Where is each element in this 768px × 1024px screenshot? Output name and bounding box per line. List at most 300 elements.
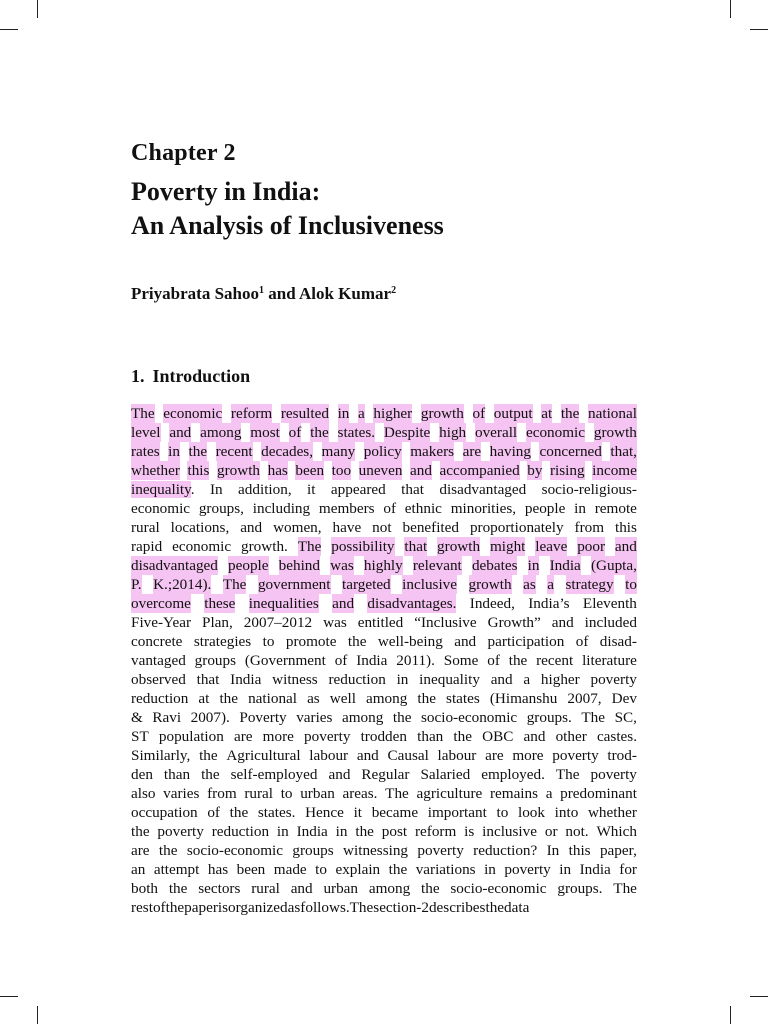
word: has [207, 861, 229, 878]
word: reform [414, 823, 457, 840]
word: both [131, 880, 159, 897]
word: urban [323, 880, 359, 897]
highlighted-word: among [200, 424, 242, 441]
word: witness [272, 671, 318, 688]
highlighted-word: concerned [539, 443, 602, 460]
body-line [131, 480, 637, 499]
word: higher [540, 671, 580, 688]
word: labour [437, 747, 477, 764]
word: strategies [193, 633, 252, 650]
section-number: 1. [131, 366, 145, 386]
word: 2007, [567, 690, 602, 707]
chapter-title [131, 175, 444, 243]
word: of [152, 899, 166, 916]
body-line [131, 689, 637, 708]
author-line [131, 284, 396, 304]
word: explain [335, 861, 381, 878]
word: Some [443, 652, 479, 669]
word: that [196, 671, 220, 688]
highlighted-word: strategy [565, 576, 614, 593]
highlighted-word: to [625, 576, 637, 593]
word: well-being [377, 633, 443, 650]
word: entitled [357, 614, 404, 631]
chapter-title-line: An Analysis of Inclusiveness [131, 211, 444, 240]
word: rural [244, 785, 273, 802]
highlighted-word: growth [593, 424, 637, 441]
highlighted-word: accompanied [439, 462, 520, 479]
body-line [131, 708, 637, 727]
word: data [504, 899, 530, 916]
highlighted-word: behind [278, 557, 320, 574]
body-line [131, 746, 637, 765]
word: are [485, 747, 504, 764]
word: are [233, 728, 253, 745]
word: paper [184, 899, 218, 916]
word: Which [596, 823, 637, 840]
word: Causal [387, 747, 429, 764]
highlighted-word: India [549, 557, 581, 574]
body-line [131, 822, 637, 841]
highlighted-word: level [131, 424, 161, 441]
highlighted-word: leave [535, 538, 568, 555]
word: the [201, 766, 220, 783]
highlighted-word: and [169, 424, 192, 441]
highlighted-word: a [547, 576, 554, 593]
word: Indeed, [469, 595, 515, 612]
highlighted-word: K.;2014). [153, 576, 212, 593]
word: groups, [198, 500, 244, 517]
word: poverty [590, 766, 637, 783]
highlighted-word: of [472, 405, 486, 422]
highlighted-word: might [489, 538, 526, 555]
word: variations [415, 861, 476, 878]
word: & [131, 709, 143, 726]
word: The [385, 785, 409, 802]
highlighted-word: whether [131, 462, 180, 479]
word: concrete [131, 633, 183, 650]
crop-mark-top-left [0, 29, 18, 30]
highlighted-word: been [295, 462, 325, 479]
word: and [490, 671, 513, 688]
highlighted-word: The [222, 576, 247, 593]
word: varies [296, 709, 333, 726]
word: well [329, 690, 356, 707]
section-heading [131, 366, 250, 387]
word: groups [194, 652, 237, 669]
word: the [417, 690, 436, 707]
word: The [349, 899, 374, 916]
word: organized [228, 899, 288, 916]
word: Poverty [239, 709, 287, 726]
word: (Himanshu [489, 690, 558, 707]
word: In [546, 842, 560, 859]
word: Salaried [420, 766, 471, 783]
word: ST [131, 728, 149, 745]
word: reduction [328, 671, 386, 688]
crop-mark-top-right [730, 0, 731, 18]
word: Hence [305, 804, 344, 821]
word: describes [428, 899, 486, 916]
word: of [334, 652, 348, 669]
word: to [315, 861, 327, 878]
word: the [392, 709, 412, 726]
body-line [131, 784, 637, 803]
word: inclusive [482, 823, 537, 840]
highlighted-word: the [560, 405, 580, 422]
highlighted-word: relevant [412, 557, 462, 574]
word: remote [594, 500, 637, 517]
word: groups. [557, 880, 603, 897]
word: 2011). [396, 652, 435, 669]
word: this [568, 842, 591, 859]
word: of [207, 804, 220, 821]
highlighted-word: overall [474, 424, 518, 441]
word: predominant [560, 785, 637, 802]
word: poverty [590, 671, 637, 688]
word: poverty [552, 747, 599, 764]
body-line [131, 651, 637, 670]
word: in [559, 861, 572, 878]
word: Regular [361, 766, 410, 783]
word: the [229, 804, 249, 821]
word: areas. [342, 785, 378, 802]
highlighted-word: as [523, 576, 536, 593]
crop-mark-bottom-left [0, 996, 18, 997]
word: the [219, 690, 239, 707]
word: remains [489, 785, 539, 802]
body-line [131, 727, 637, 746]
word: den [131, 766, 153, 783]
word: for [619, 861, 637, 878]
word: and [551, 614, 574, 631]
word: states. [257, 804, 296, 821]
word: to [262, 633, 275, 650]
word: in [276, 823, 289, 840]
word: in [484, 861, 496, 878]
word: rest [131, 899, 153, 916]
word: from [207, 785, 237, 802]
word: of [575, 633, 589, 650]
highlighted-word: high [439, 424, 467, 441]
word: India [579, 861, 611, 878]
word: The [581, 709, 606, 726]
word: Five-Year [131, 614, 192, 631]
word: reduction [131, 690, 189, 707]
word: including [252, 500, 311, 517]
highlighted-word: overcome [131, 595, 191, 612]
highlighted-word: a [358, 405, 365, 422]
word: India [296, 823, 328, 840]
word: witnessing [343, 842, 409, 859]
highlighted-word: highly [363, 557, 403, 574]
highlighted-word: rising [549, 462, 585, 479]
word: more [262, 728, 294, 745]
highlighted-word: inequality [131, 481, 191, 498]
word: into [554, 804, 579, 821]
highlighted-word: inequalities [248, 595, 319, 612]
word: Eleventh [582, 595, 637, 612]
word: than [417, 728, 444, 745]
word: Agricultural [226, 747, 301, 764]
word: from [574, 519, 605, 536]
highlighted-word: in [527, 557, 540, 574]
word: sectors [198, 880, 241, 897]
word: in [574, 500, 586, 517]
word: groups. [526, 709, 572, 726]
word: . [190, 481, 195, 498]
word: in [396, 671, 409, 688]
word: of [383, 500, 397, 517]
body-line [131, 518, 637, 537]
word: the [388, 861, 408, 878]
crop-mark-bottom-left [37, 1006, 38, 1024]
word: 2007). [190, 709, 230, 726]
body-line [131, 860, 637, 879]
word: the [453, 728, 472, 745]
word: 2007–2012 [243, 614, 313, 631]
highlighted-word: has [267, 462, 288, 479]
word: reduction [211, 823, 270, 840]
word: Plan, [202, 614, 233, 631]
word: rural [251, 880, 280, 897]
highlighted-word: uneven [358, 462, 403, 479]
highlighted-word: having [489, 443, 531, 460]
highlighted-word: growth [420, 405, 464, 422]
highlighted-word: debates [471, 557, 518, 574]
word: paper, [599, 842, 637, 859]
word: it [307, 481, 316, 498]
section-title: Introduction [152, 366, 251, 386]
word: the [485, 899, 505, 916]
word: Ravi [152, 709, 182, 726]
highlighted-word: The [297, 538, 322, 555]
word: castes. [596, 728, 637, 745]
word: national [248, 690, 297, 707]
word: became [371, 804, 419, 821]
word: been [236, 861, 266, 878]
word: employed. [481, 766, 545, 783]
author-conjunction: and [263, 284, 299, 303]
word: recent [536, 652, 574, 669]
highlighted-word: growth [217, 462, 261, 479]
body-line [131, 404, 637, 423]
word: members [318, 500, 375, 517]
word: the [355, 823, 374, 840]
word: population [158, 728, 224, 745]
word: The [555, 766, 580, 783]
word: it [353, 804, 363, 821]
word: and [328, 766, 351, 783]
word: literature [582, 652, 637, 669]
body-line [131, 879, 637, 898]
highlighted-word: output [493, 405, 533, 422]
author-name: Priyabrata Sahoo [131, 284, 259, 303]
body-paragraph [131, 404, 637, 917]
word: and [290, 880, 313, 897]
word: urban [300, 785, 335, 802]
highlighted-word: and [614, 538, 637, 555]
highlighted-word: in [337, 405, 350, 422]
word: among [366, 690, 408, 707]
highlighted-word: decades, [261, 443, 314, 460]
highlighted-word: economic [525, 424, 586, 441]
word: “Inclusive [414, 614, 477, 631]
word: people [524, 500, 566, 517]
highlighted-word: government [257, 576, 331, 593]
word: of [487, 652, 500, 669]
crop-mark-top-right [750, 29, 768, 30]
word: OBC [482, 728, 514, 745]
word: In [209, 481, 223, 498]
word: attempt [153, 861, 200, 878]
word: a [523, 671, 531, 688]
word: not [372, 519, 392, 536]
highlighted-word: targeted [342, 576, 391, 593]
word: India’s [528, 595, 570, 612]
word: in [335, 823, 348, 840]
word: poverty [504, 861, 551, 878]
highlighted-word: this [187, 462, 210, 479]
highlighted-word: the [310, 424, 329, 441]
body-line [131, 556, 637, 575]
highlighted-word: policy [363, 443, 402, 460]
highlighted-word: national [588, 405, 637, 422]
word: minorities, [450, 500, 517, 517]
word: disadvantaged [439, 481, 527, 498]
highlighted-word: too [331, 462, 352, 479]
word: participation [487, 633, 565, 650]
word: and [240, 519, 263, 536]
word: among [368, 880, 411, 897]
highlighted-word: P. [131, 576, 142, 593]
word: also [131, 785, 156, 802]
highlighted-word: recent [215, 443, 253, 460]
highlighted-word: reform [230, 405, 273, 422]
highlighted-word: in [168, 443, 180, 460]
word: to [496, 804, 509, 821]
word: among [342, 709, 384, 726]
highlighted-word: and [332, 595, 355, 612]
body-line [131, 841, 637, 860]
word: appeared [330, 481, 386, 498]
highlighted-word: rates [131, 443, 160, 460]
word: rural [131, 519, 160, 536]
word: this [614, 519, 637, 536]
word: made [273, 861, 307, 878]
body-line [131, 537, 637, 556]
highlighted-word: The [131, 405, 155, 422]
word: than [163, 766, 191, 783]
word: reduction? [473, 842, 538, 859]
word: look [517, 804, 545, 821]
word: benefited [402, 519, 459, 536]
word: at [198, 690, 210, 707]
chapter-title-line: Poverty in India: [131, 177, 321, 206]
footnote-mark: 1 [258, 285, 264, 296]
highlighted-word: these [204, 595, 236, 612]
word: or [544, 823, 558, 840]
crop-mark-bottom-right [750, 996, 768, 997]
highlighted-word: by [527, 462, 543, 479]
highlighted-word: possibility [331, 538, 395, 555]
word: addition, [238, 481, 292, 498]
word: occupation [131, 804, 198, 821]
word: other [555, 728, 587, 745]
word: poverty [417, 842, 464, 859]
highlighted-word: makers [410, 443, 455, 460]
word: growth. [241, 538, 288, 555]
highlighted-word: that [404, 538, 428, 555]
word: ethnic [404, 500, 442, 517]
word: the [421, 880, 440, 897]
word: India [230, 671, 262, 688]
highlighted-word: disadvantages. [367, 595, 457, 612]
word: disad- [599, 633, 637, 650]
word: rapid [131, 538, 163, 555]
word: as [307, 690, 320, 707]
word: labour [309, 747, 349, 764]
body-line [131, 442, 637, 461]
footnote-mark: 2 [391, 285, 397, 296]
word: important [427, 804, 487, 821]
word: vantaged [131, 652, 186, 669]
word: agriculture [416, 785, 483, 802]
word: section-2 [373, 899, 429, 916]
body-line [131, 594, 637, 613]
body-line [131, 575, 637, 594]
word: as [287, 899, 301, 916]
word: the [158, 842, 178, 859]
highlighted-word: (Gupta, [590, 557, 637, 574]
word: economic [131, 500, 191, 517]
word: socio-economic [421, 709, 518, 726]
word: SC, [614, 709, 637, 726]
body-line [131, 423, 637, 442]
highlighted-word: states. [337, 424, 376, 441]
word: varies [163, 785, 200, 802]
body-line [131, 613, 637, 632]
highlighted-word: most [250, 424, 280, 441]
highlighted-word: resulted [280, 405, 329, 422]
highlighted-word: growth [437, 538, 481, 555]
highlighted-word: income [592, 462, 637, 479]
word: included [584, 614, 637, 631]
body-line [131, 898, 637, 917]
body-line [131, 765, 637, 784]
highlighted-word: the [188, 443, 208, 460]
highlighted-word: poor [577, 538, 606, 555]
word: an [131, 861, 146, 878]
word: poverty [157, 823, 204, 840]
highlighted-word: and [410, 462, 432, 479]
word: have [332, 519, 362, 536]
word: more [512, 747, 544, 764]
word: post [381, 823, 408, 840]
crop-mark-top-left [37, 0, 38, 18]
word: and [356, 747, 379, 764]
word: a [545, 785, 553, 802]
word: Similarly, [131, 747, 191, 764]
word: promote [285, 633, 337, 650]
body-line [131, 499, 637, 518]
word: groups [292, 842, 334, 859]
crop-mark-bottom-right [730, 1006, 731, 1024]
body-line [131, 461, 637, 480]
highlighted-word: at [541, 405, 553, 422]
word: the [168, 880, 188, 897]
word: not. [565, 823, 589, 840]
word: and [523, 728, 546, 745]
